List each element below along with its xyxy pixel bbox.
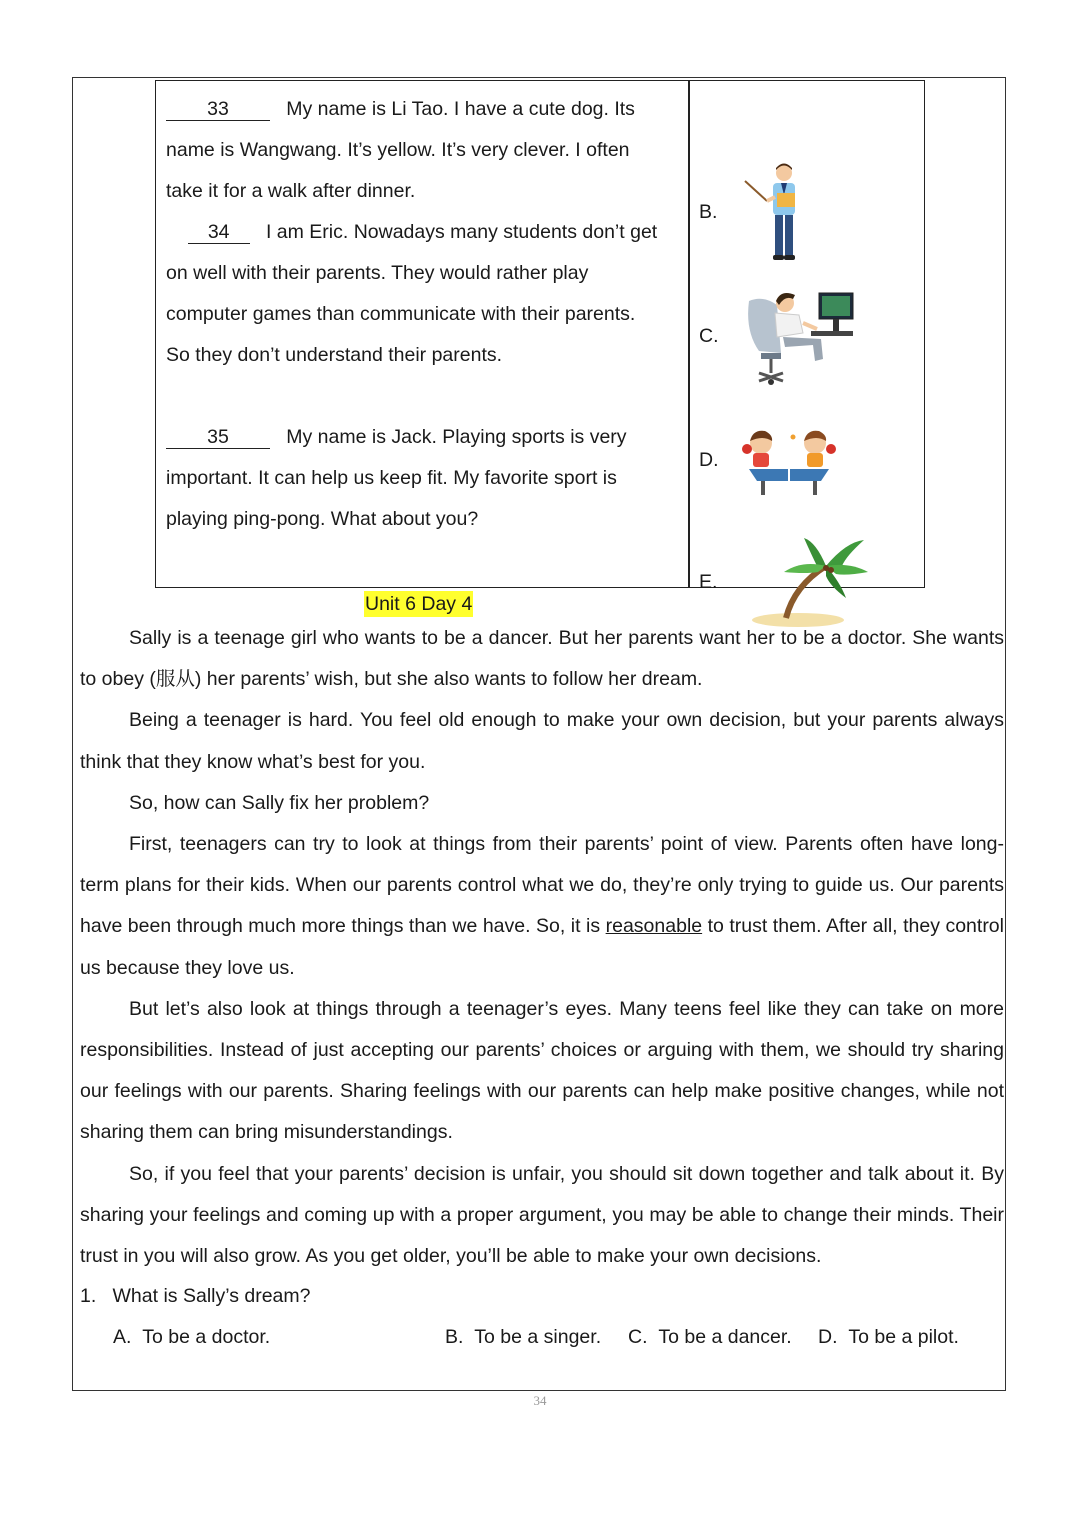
option-b-letter: B. [445,1326,464,1348]
reading-passage [80,618,1004,1277]
item-33-line-2: name is Wangwang. It’s yellow. It’s very clever. I often [166,139,630,161]
gamer-computer-icon [741,281,861,389]
page-number: 34 [533,1393,547,1408]
item-33-text: My name is Li Tao. I have a cute dog. Its [286,98,635,120]
option-b[interactable] [445,1317,601,1358]
item-34-line-2: on well with their parents. They would rather play [166,262,589,284]
question-number: 1. [80,1285,97,1307]
option-a-letter: A. [113,1326,132,1348]
item-number-34: 34 [207,221,230,243]
answer-blank-35[interactable] [166,426,270,449]
option-d[interactable] [818,1317,959,1358]
question-1 [80,1276,311,1317]
underlined-word: reasonable [605,915,703,938]
item-35-line-2: important. It can help us keep fit. My favorite sport is [166,467,617,489]
question-text: What is Sally’s dream? [112,1285,311,1307]
passage-paragraph-1: Sally is a teenage girl who wants to be a dancer. But her parents want her to be a doctor. She wants to obey (服从) her parents’ wish, but she also wants to follow her dream. [80,627,1004,691]
ping-pong-kids-icon [741,423,836,501]
item-34-line-3: computer games than communicate with their parents. [166,303,636,325]
answer-blank-33[interactable] [166,98,270,121]
option-a-text: To be a doctor. [142,1326,271,1348]
passage-paragraph-3: So, how can Sally fix her problem? [129,791,430,814]
passage-paragraph-2: Being a teenager is hard. You feel old enough to make your own decision, but your parents always think that they know what’s best for you. [80,709,1004,773]
item-34-line-4: So they don’t understand their parents. [166,344,503,366]
option-a[interactable] [113,1317,270,1358]
option-letter-d: D. [699,449,719,471]
matching-table [155,80,925,593]
item-33-line-3: take it for a walk after dinner. [166,180,416,202]
option-b-text: To be a singer. [474,1326,602,1348]
spacer-line [166,376,681,417]
item-33-line-1 [166,89,681,130]
passage-paragraph-5: But let’s also look at things through a teenager’s eyes. Many teens feel like they can take on more responsibilities. Instead of just accepting our parents’ choices or arguing with them, we should try sharing our feelings with our parents. Sharing feelings with our parents can help make positive changes, while not sharing them can bring misunderstandings. [80,997,1004,1144]
passage-p4-part-1: First, teenagers can try to look at things from their parents’ point of view. Parents often have long-term plans for their kids. When our parents control what we do, they’re only trying to guide us. Our parents have been through much more things than we have. So, it is [80,833,1004,938]
item-number-33: 33 [207,98,229,120]
item-35-text: My name is Jack. Playing sports is very [286,426,627,448]
unit-heading: Unit 6 Day 4 [365,593,473,615]
option-letter-c: C. [699,325,719,347]
matching-descriptions [166,89,681,540]
answer-blank-34[interactable] [188,221,250,244]
passage-paragraph-4 [80,824,1004,989]
option-c[interactable] [628,1317,792,1358]
option-letter-b: B. [699,201,718,223]
teacher-icon [741,161,821,265]
palm-tree-beach-icon [746,536,871,628]
option-d-text: To be a pilot. [848,1326,959,1348]
passage-paragraph-6: So, if you feel that your parents’ decision is unfair, you should sit down together and talk about it. By sharing your feelings and coming up with a proper argument, you may be able to change their minds. Their trust in you will also grow. As you get older, you’ll be able to make your own decisions. [80,1162,1004,1268]
passage-p4-part-2: to trust them. After all, they control us because they love us. [80,915,1004,979]
option-c-letter: C. [628,1326,648,1348]
option-d-letter: D. [818,1326,838,1348]
item-34-text: I am Eric. Nowadays many students don’t get [265,221,658,243]
item-34-line-1 [166,212,681,253]
item-35-line-1 [166,417,681,458]
item-number-35: 35 [207,426,229,448]
option-c-text: To be a dancer. [658,1326,792,1348]
option-letter-e: E. [699,571,718,593]
item-35-line-3: playing ping-pong. What about you? [166,508,479,530]
table-column-divider [688,81,690,587]
